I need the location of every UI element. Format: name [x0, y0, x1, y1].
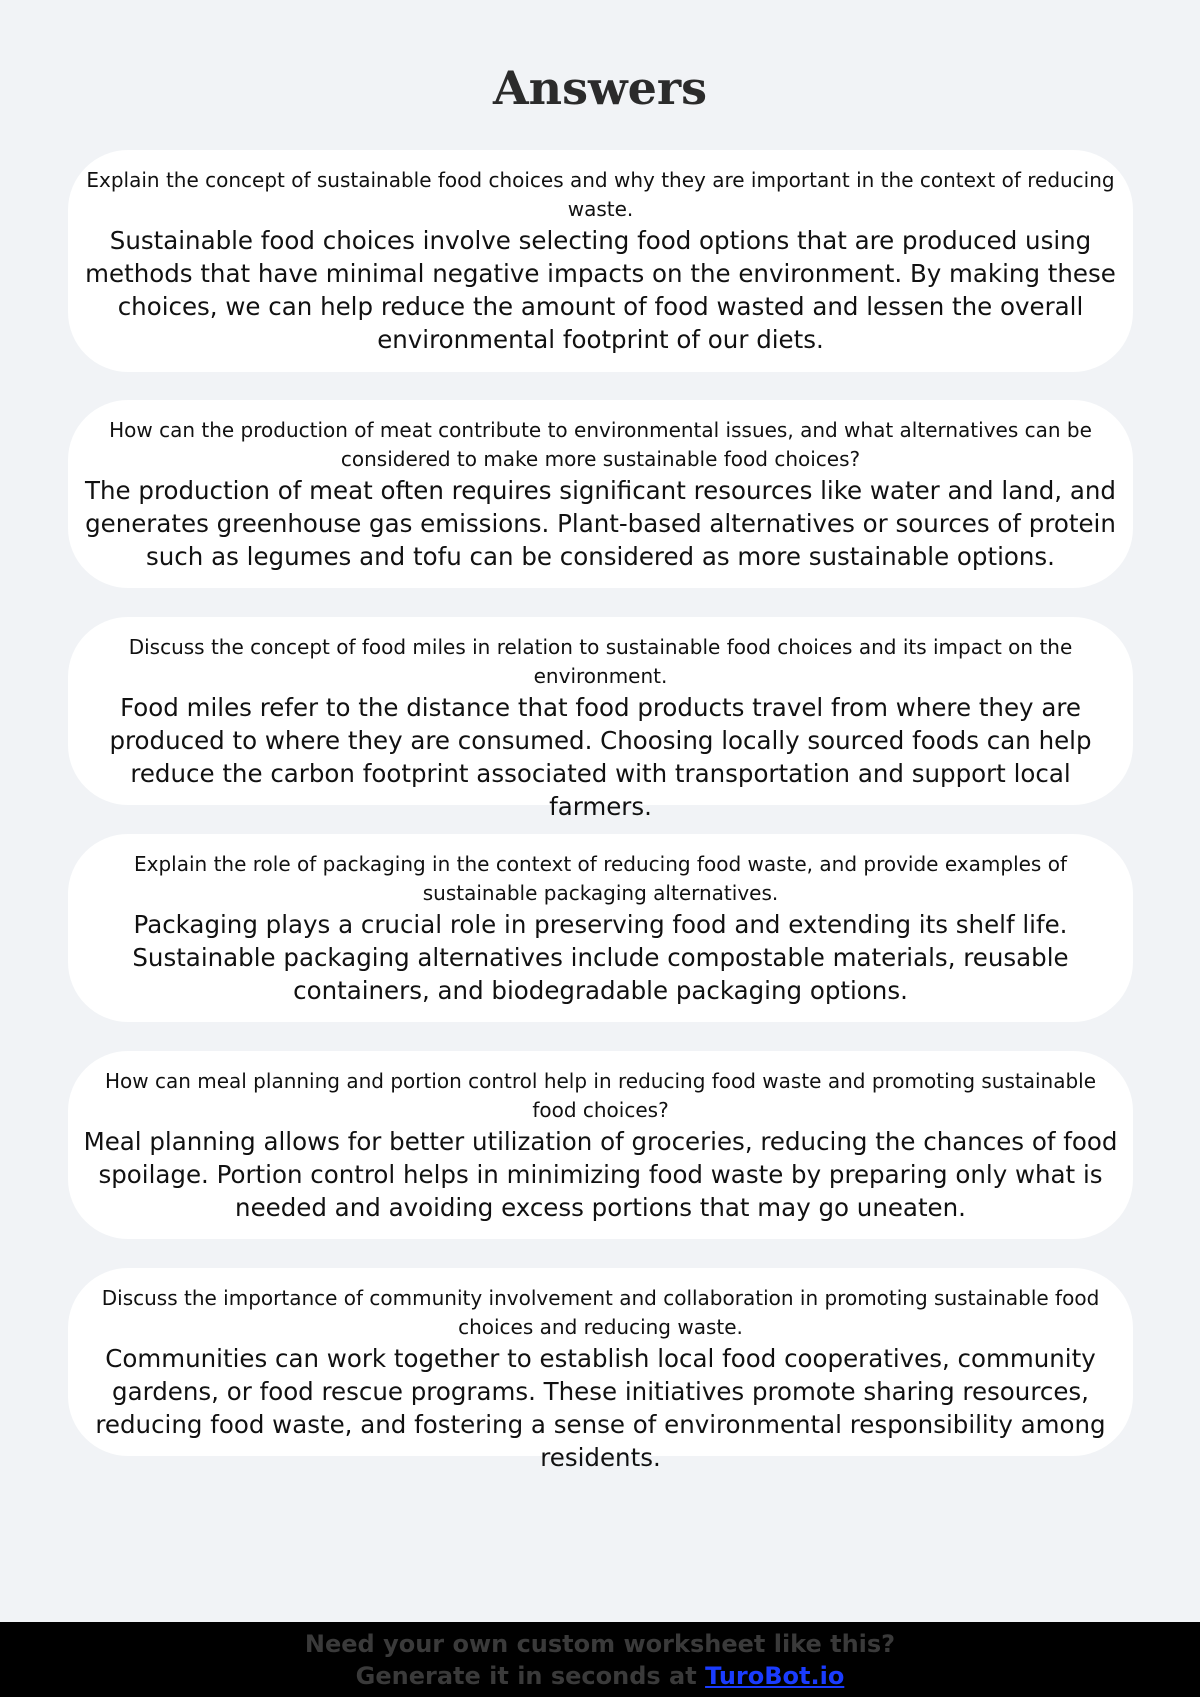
answer-text: Sustainable food choices involve selecting food options that are produced using methods that have minimal negative impacts on the environment. By making these choices, we can help reduce the amount of food wasted and lessen the overall environmental footprint of our diets. — [85, 226, 1116, 354]
question-text: How can meal planning and portion control help in reducing food waste and promoting sustainable food choices? — [104, 1069, 1097, 1122]
footer-prefix: Generate it in seconds at — [355, 1662, 706, 1690]
answer-text: The production of meat often requires significant resources like water and land, and generates greenhouse gas emissions. Plant-based alternatives or sources of protein such as legumes and tofu can be considered as more sustainable options. — [85, 476, 1116, 571]
page-title: Answers — [492, 61, 708, 115]
question-text: Discuss the importance of community involvement and collaboration in promoting sustainable food choices and reducing waste. — [101, 1286, 1100, 1339]
answer-text: Packaging plays a crucial role in preserving food and extending its shelf life. Sustainable packaging alternatives include compostable materials, reusable containers, and biodegradable packaging options. — [132, 910, 1069, 1005]
qa-card — [68, 1268, 1133, 1472]
qa-card — [68, 617, 1133, 821]
question-text: Explain the concept of sustainable food choices and why they are important in the context of reducing waste. — [86, 168, 1115, 221]
qa-card — [68, 150, 1133, 372]
footer-line-1: Need your own custom worksheet like this? — [304, 1630, 896, 1658]
promo-footer — [0, 1622, 1200, 1697]
question-text: Discuss the concept of food miles in relation to sustainable food choices and its impact on the environment. — [128, 635, 1073, 688]
qa-card — [68, 834, 1133, 1022]
question-text: How can the production of meat contribute to environmental issues, and what alternatives can be considered to make more sustainable food choices? — [109, 418, 1092, 471]
turobot-link[interactable]: TuroBot.io — [705, 1662, 845, 1690]
answer-text: Communities can work together to establish local food cooperatives, community gardens, or food rescue programs. These initiatives promote sharing resources, reducing food waste, and fostering a sense of environmental responsibility among residents. — [95, 1344, 1106, 1472]
answer-text: Meal planning allows for better utilization of groceries, reducing the chances of food spoilage. Portion control helps in minimizing food waste by preparing only what is needed and avoiding excess portions that may go uneaten. — [83, 1127, 1118, 1222]
qa-card — [68, 1051, 1133, 1239]
qa-card — [68, 400, 1133, 588]
question-text: Explain the role of packaging in the context of reducing food waste, and provide examples of sustainable packaging alternatives. — [134, 852, 1067, 905]
footer-line-2 — [0, 1660, 1200, 1692]
answer-text: Food miles refer to the distance that food products travel from where they are produced to where they are consumed. Choosing locally sourced foods can help reduce the carbon footprint associated with transportation and support local farmers. — [109, 693, 1092, 821]
